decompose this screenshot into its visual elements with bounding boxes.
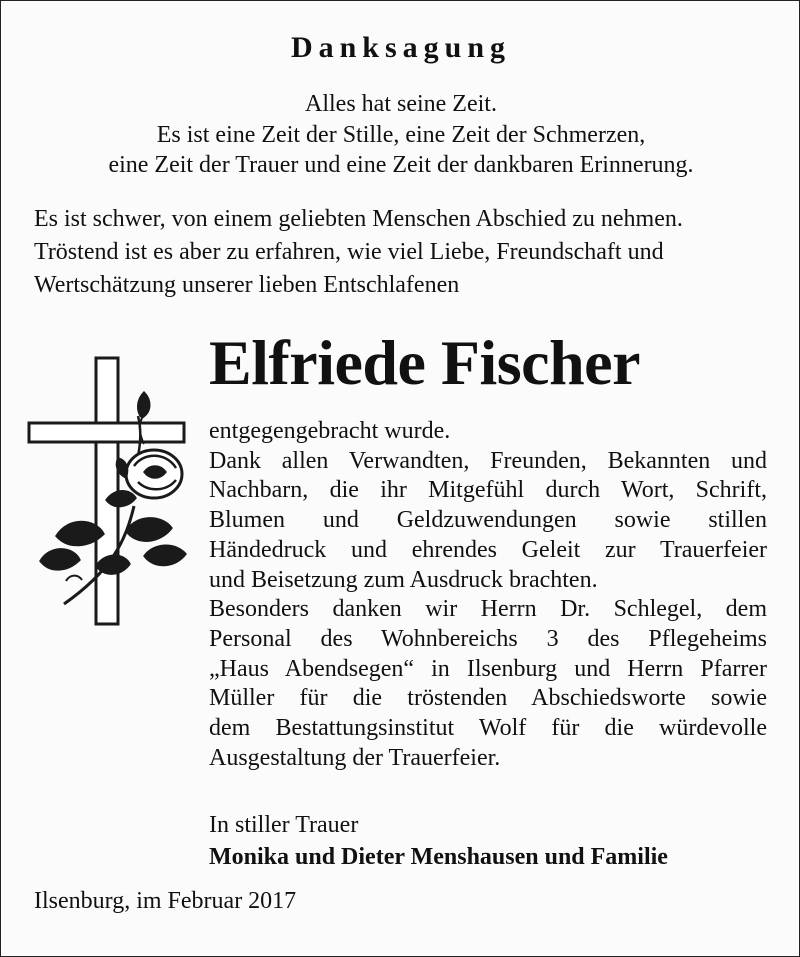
body-line: Nachbarn, die ihr Mitgefühl durch Wort, Schrift, [209, 477, 767, 504]
body-line: „Haus Abendsegen“ in Ilsenburg und Herrn Pfarrer [209, 655, 767, 682]
thanks-paragraph [209, 417, 767, 773]
body-line: Dank allen Verwandten, Freunden, Bekannten und [209, 447, 767, 474]
body-line: Blumen und Geldzuwendungen sowie stillen [209, 507, 767, 534]
intro-paragraph [34, 203, 774, 302]
body-line: Müller für die tröstenden Abschiedsworte sowie [209, 685, 767, 712]
intro-line: Wertschätzung unserer lieben Entschlafenen [34, 272, 460, 298]
body-line: dem Bestattungsinstitut Wolf für die würdevolle [209, 715, 767, 742]
deceased-name: Elfriede Fischer [209, 327, 640, 398]
cross-rose-illustration [26, 356, 191, 626]
body-line: Ausgestaltung der Trauerfeier. [209, 744, 501, 771]
motto-line: eine Zeit der Trauer und eine Zeit der dankbaren Erinnerung. [108, 152, 694, 178]
body-line: Besonders danken wir Herrn Dr. Schlegel, dem [209, 596, 767, 623]
body-line: Personal des Wohnbereichs 3 des Pflegeheims [209, 625, 767, 652]
motto-verse [1, 89, 800, 181]
place-date: Ilsenburg, im Februar 2017 [34, 888, 297, 914]
closing-line: In stiller Trauer [209, 812, 359, 838]
body-line: entgegengebracht wurde. [209, 418, 451, 444]
intro-line: Tröstend ist es aber zu erfahren, wie viel Liebe, Freundschaft und [34, 239, 664, 265]
motto-line: Es ist eine Zeit der Stille, eine Zeit der Schmerzen, [156, 121, 646, 148]
motto-line: Alles hat seine Zeit. [305, 91, 497, 117]
closing-block [209, 809, 668, 873]
body-line: Händedruck und ehrendes Geleit zur Trauerfeier [209, 536, 767, 563]
intro-line: Es ist schwer, von einem geliebten Menschen Abschied zu nehmen. [34, 206, 683, 232]
notice-title: Danksagung [290, 31, 512, 64]
signers: Monika und Dieter Menshausen und Familie [209, 844, 668, 870]
body-line: und Beisetzung zum Ausdruck brachten. [209, 566, 598, 593]
